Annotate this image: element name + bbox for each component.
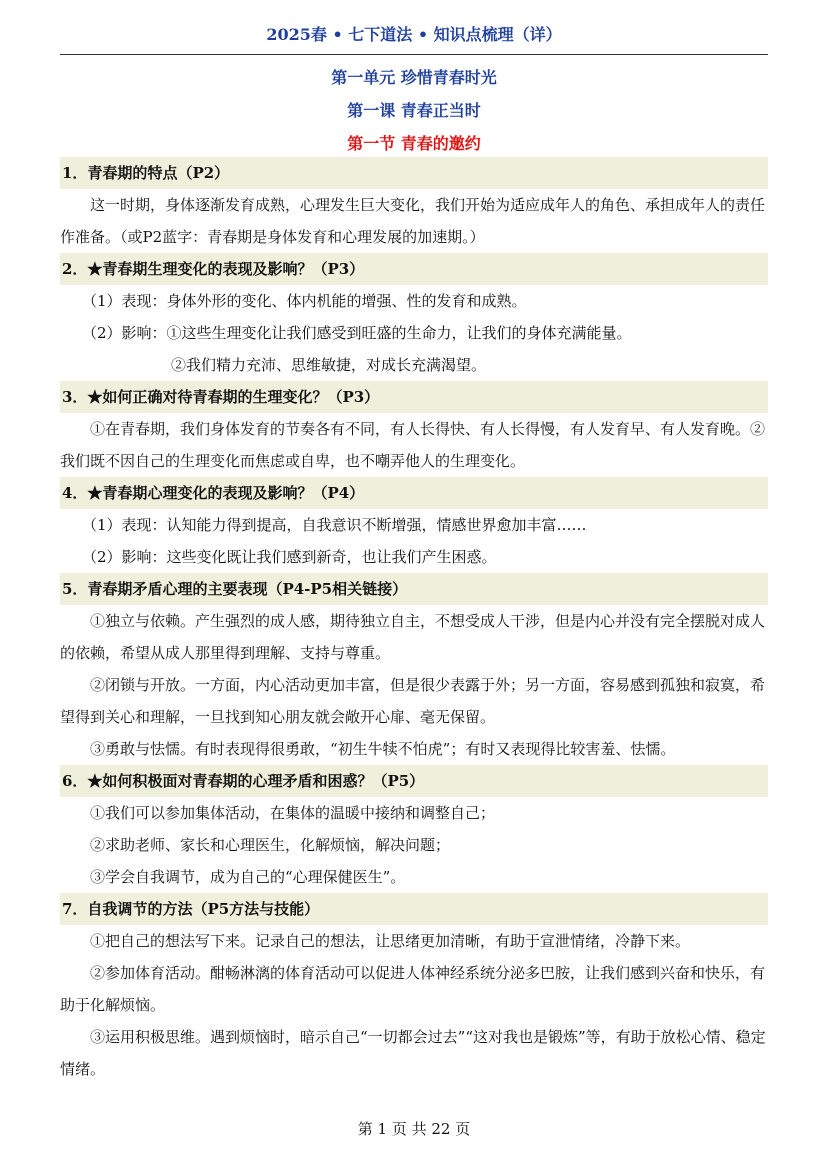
question-heading: 7．自我调节的方法（P5方法与技能） bbox=[60, 893, 768, 925]
paragraph: ③学会自我调节，成为自己的“心理保健医生”。 bbox=[90, 868, 406, 886]
question-heading: 3．★如何正确对待青春期的生理变化？（P3） bbox=[60, 381, 768, 413]
paragraph: ③勇敢与怯懦。有时表现得很勇敢，“初生牛犊不怕虎”；有时又表现得比较害羞、怯懦。 bbox=[90, 740, 676, 758]
question-heading: 5．青春期矛盾心理的主要表现（P4-P5相关链接） bbox=[60, 573, 768, 605]
lesson-title: 第一课 青春正当时 bbox=[347, 101, 481, 120]
list-item: （2）影响：①这些生理变化让我们感受到旺盛的生命力，让我们的身体充满能量。 bbox=[82, 324, 632, 342]
question-heading: 2．★青春期生理变化的表现及影响？（P3） bbox=[60, 253, 768, 285]
paragraph: ①独立与依赖。产生强烈的成人感，期待独立自主，不想受成人干涉，但是内心并没有完全摆脱对成人的依赖，希望从成人那里得到理解、支持与尊重。 bbox=[60, 612, 766, 662]
question-heading: 1．青春期的特点（P2） bbox=[60, 157, 768, 189]
paragraph: 这一时期，身体逐渐发育成熟，心理发生巨大变化，我们开始为适应成年人的角色、承担成年人的责任作准备。（或P2蓝字：青春期是身体发育和心理发展的加速期。） bbox=[60, 196, 766, 246]
paragraph: ①在青春期，我们身体发育的节奏各有不同，有人长得快、有人长得慢，有人发育早、有人发育晚。②我们既不因自己的生理变化而焦虑或自卑，也不嘲弄他人的生理变化。 bbox=[60, 420, 766, 470]
paragraph: ①我们可以参加集体活动，在集体的温暖中接纳和调整自己； bbox=[90, 804, 496, 822]
paragraph: ②闭锁与开放。一方面，内心活动更加丰富，但是很少表露于外；另一方面，容易感到孤独和寂寞，希望得到关心和理解，一旦找到知心朋友就会敞开心扉、毫无保留。 bbox=[60, 676, 766, 726]
question-heading: 4．★青春期心理变化的表现及影响？（P4） bbox=[60, 477, 768, 509]
document-body bbox=[60, 157, 768, 1085]
paragraph: ①把自己的想法写下来。记录自己的想法，让思绪更加清晰，有助于宣泄情绪，冷静下来。 bbox=[90, 932, 691, 950]
header-rule bbox=[60, 54, 768, 55]
section-title: 第一节 青春的邀约 bbox=[347, 134, 481, 153]
page-number: 第 1 页 共 22 页 bbox=[357, 1120, 471, 1138]
list-subitem: ②我们精力充沛、思维敏捷，对成长充满渴望。 bbox=[171, 356, 487, 374]
paragraph: ②求助老师、家长和心理医生，化解烦恼，解决问题； bbox=[90, 836, 451, 854]
list-item: （1）表现：身体外形的变化、体内机能的增强、性的发育和成熟。 bbox=[82, 292, 527, 310]
document-header: 2025春 • 七下道法 • 知识点梳理（详） bbox=[266, 25, 562, 44]
list-item: （2）影响：这些变化既让我们感到新奇，也让我们产生困惑。 bbox=[82, 548, 497, 566]
unit-title: 第一单元 珍惜青春时光 bbox=[331, 68, 497, 87]
question-heading: 6．★如何积极面对青春期的心理矛盾和困惑？（P5） bbox=[60, 765, 768, 797]
paragraph: ③运用积极思维。遇到烦恼时，暗示自己“一切都会过去”“这对我也是锻炼”等，有助于放松心情、稳定情绪。 bbox=[60, 1028, 766, 1078]
list-item: （1）表现：认知能力得到提高，自我意识不断增强，情感世界愈加丰富…… bbox=[82, 516, 587, 534]
paragraph: ②参加体育活动。酣畅淋漓的体育活动可以促进人体神经系统分泌多巴胺，让我们感到兴奋和快乐，有助于化解烦恼。 bbox=[60, 964, 766, 1014]
